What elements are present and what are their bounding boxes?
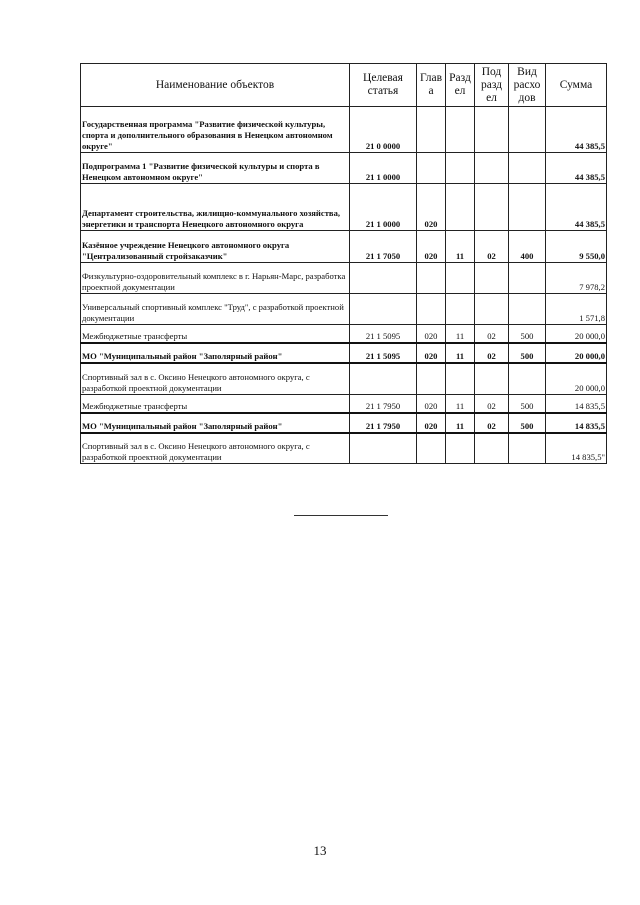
row-name: Спортивный зал в с. Оксино Ненецкого автономного округа, с разработкой проектной документации: [81, 433, 350, 464]
row-section: [446, 107, 475, 153]
row-section: [446, 433, 475, 464]
row-expense-type: [509, 107, 546, 153]
row-section: [446, 184, 475, 231]
row-chief: 020: [417, 395, 446, 413]
closing-divider: [294, 515, 388, 516]
header-sum: Сумма: [546, 64, 607, 107]
row-sum: 20 000,0: [546, 343, 607, 363]
table-row: [81, 433, 607, 464]
row-target: 21 0 0000: [350, 107, 417, 153]
row-name: Казённое учреждение Ненецкого автономного округа "Централизованный стройзаказчик": [81, 231, 350, 263]
row-chief: [417, 363, 446, 395]
row-expense-type: 400: [509, 231, 546, 263]
row-section: [446, 363, 475, 395]
row-subsection: [475, 263, 509, 294]
row-target: 21 1 7950: [350, 413, 417, 433]
row-target: 21 1 0000: [350, 184, 417, 231]
row-expense-type: 500: [509, 325, 546, 343]
table-row: [81, 294, 607, 325]
row-sum: 9 550,0: [546, 231, 607, 263]
row-sum: 20 000,0: [546, 325, 607, 343]
header-expense-type: Вид расхо дов: [509, 64, 546, 107]
row-subsection: 02: [475, 325, 509, 343]
row-target: 21 1 5095: [350, 343, 417, 363]
row-subsection: [475, 433, 509, 464]
row-subsection: [475, 153, 509, 184]
row-chief: [417, 433, 446, 464]
table-row: [81, 107, 607, 153]
table-row: [81, 263, 607, 294]
row-expense-type: [509, 294, 546, 325]
row-expense-type: [509, 433, 546, 464]
page-number: 13: [313, 843, 327, 858]
row-chief: [417, 263, 446, 294]
row-chief: 020: [417, 413, 446, 433]
row-target: 21 1 7950: [350, 395, 417, 413]
row-sum: 14 835,5: [546, 413, 607, 433]
row-section: 11: [446, 343, 475, 363]
row-subsection: [475, 363, 509, 395]
row-target: [350, 294, 417, 325]
table-row: [81, 395, 607, 413]
row-sum: 20 000,0: [546, 363, 607, 395]
row-chief: [417, 107, 446, 153]
table-row: [81, 231, 607, 263]
row-target: [350, 433, 417, 464]
row-section: 11: [446, 413, 475, 433]
budget-table: [80, 63, 607, 464]
row-target: [350, 363, 417, 395]
row-section: 11: [446, 325, 475, 343]
row-section: [446, 153, 475, 184]
row-subsection: 02: [475, 343, 509, 363]
header-target: Целевая статья: [350, 64, 417, 107]
row-subsection: [475, 184, 509, 231]
row-chief: [417, 153, 446, 184]
row-name: Межбюджетные трансферты: [81, 395, 350, 413]
row-expense-type: 500: [509, 413, 546, 433]
table-row: [81, 184, 607, 231]
row-sum: 14 835,5: [546, 395, 607, 413]
row-section: [446, 263, 475, 294]
header-name: Наименование объектов: [81, 64, 350, 107]
row-name: Спортивный зал в с. Оксино Ненецкого автономного округа, с разработкой проектной документации: [81, 363, 350, 395]
table-row: [81, 343, 607, 363]
row-name: МО "Муниципальный район "Заполярный район": [81, 343, 350, 363]
row-expense-type: [509, 184, 546, 231]
header-section: Разд ел: [446, 64, 475, 107]
row-name: Универсальный спортивный комплекс "Труд", с разработкой проектной документации: [81, 294, 350, 325]
row-subsection: [475, 294, 509, 325]
row-sum: 44 385,5: [546, 184, 607, 231]
row-sum: 44 385,5: [546, 107, 607, 153]
row-name: Государственная программа "Развитие физической культуры, спорта и дополнительного образования в Ненецком автономном округе": [81, 107, 350, 153]
row-target: [350, 263, 417, 294]
table-row: [81, 153, 607, 184]
table-row: [81, 413, 607, 433]
row-section: 11: [446, 395, 475, 413]
row-expense-type: [509, 363, 546, 395]
header-chief: Глав а: [417, 64, 446, 107]
row-subsection: 02: [475, 395, 509, 413]
row-name: Департамент строительства, жилищно-коммунального хозяйства, энергетики и транспорта Ненецкого автономного округа: [81, 184, 350, 231]
table-row: [81, 363, 607, 395]
row-chief: 020: [417, 231, 446, 263]
row-expense-type: [509, 153, 546, 184]
row-sum: 14 835,5": [546, 433, 607, 464]
row-chief: 020: [417, 184, 446, 231]
row-sum: 1 571,8: [546, 294, 607, 325]
table-header-row: [81, 64, 607, 107]
row-target: 21 1 0000: [350, 153, 417, 184]
row-subsection: [475, 107, 509, 153]
table-row: [81, 325, 607, 343]
row-name: Физкультурно-оздоровительный комплекс в г. Нарьян-Марс, разработка проектной документации: [81, 263, 350, 294]
row-subsection: 02: [475, 231, 509, 263]
row-expense-type: 500: [509, 395, 546, 413]
row-sum: 7 978,2: [546, 263, 607, 294]
header-subsection: Под разд ел: [475, 64, 509, 107]
row-section: 11: [446, 231, 475, 263]
row-chief: 020: [417, 325, 446, 343]
row-name: Межбюджетные трансферты: [81, 325, 350, 343]
row-sum: 44 385,5: [546, 153, 607, 184]
row-subsection: 02: [475, 413, 509, 433]
row-chief: 020: [417, 343, 446, 363]
row-expense-type: [509, 263, 546, 294]
row-chief: [417, 294, 446, 325]
row-target: 21 1 5095: [350, 325, 417, 343]
row-expense-type: 500: [509, 343, 546, 363]
row-name: Подпрограмма 1 "Развитие физической культуры и спорта в Ненецком автономном округе": [81, 153, 350, 184]
row-section: [446, 294, 475, 325]
row-name: МО "Муниципальный район "Заполярный район": [81, 413, 350, 433]
row-target: 21 1 7050: [350, 231, 417, 263]
